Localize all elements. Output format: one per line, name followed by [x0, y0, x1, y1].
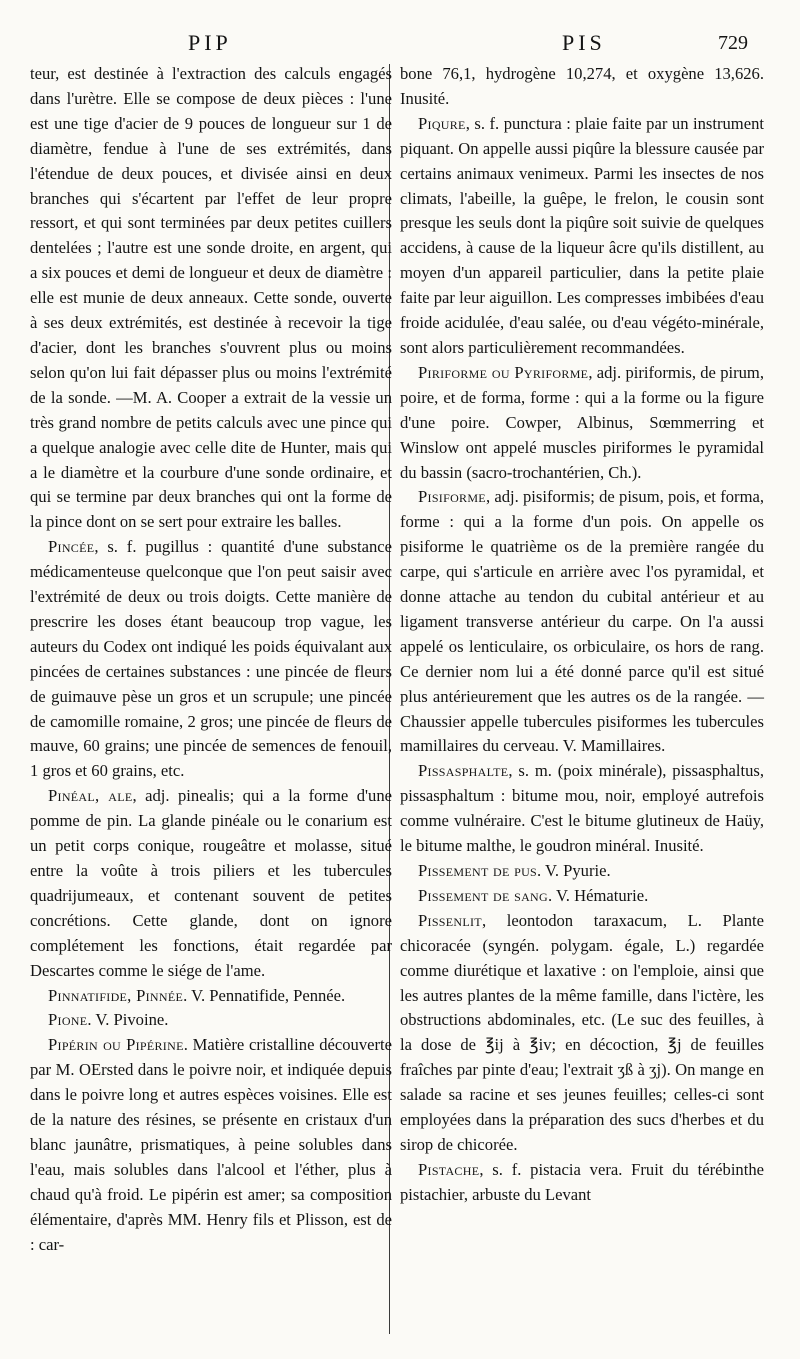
headword: Pinéal, ale	[48, 786, 133, 806]
entry-piriforme: Piriforme ou Pyriforme, adj. piriformis, de pirum, poire, et de forma, forme : qui a la forme ou la figure d'une poire. Cowper, Albinus, Sœmmerring et Winslow ont appelé muscles piriformes le pyramidal du bassin (sacro-trochantérien, Ch.).	[400, 362, 764, 482]
headword: Pione	[48, 1010, 88, 1030]
headword: Pisiforme	[418, 487, 486, 507]
page-number: 729	[718, 32, 748, 54]
right-column	[400, 62, 764, 1208]
entry-pione: Pione. V. Pivoine.	[48, 1010, 169, 1030]
entry-pisiforme: Pisiforme, adj. pisiformis; de pisum, pois, et forma, forme : qui a la forme d'un pois. On appelle os pisiforme le quatrième os de la première rangée du carpe, qui s'articule en arrière avec l'os pyramidal, et donne attache au tendon du cubital antérieur et au ligament transverse antérieur du carpe. On l'a aussi appelé os lenticulaire, os orbiculaire, os hors de rang. Ce dernier nom lui a été donné parce qu'il est situé plus antérieurement que les autres os de la rangée. —Chaussier appelle tubercules pisiformes les tubercules mamillaires du cerveau. V. Mamillaires.	[400, 487, 764, 756]
headword: Pissenlit	[418, 910, 482, 930]
headword: Pistache	[418, 1159, 480, 1179]
running-head-right: PIS	[562, 30, 606, 55]
headword: Pipérin ou Pipérine	[48, 1035, 184, 1055]
entry-pistache: Pistache, s. f. pistacia vera. Fruit du térébinthe pistachier, arbuste du Levant	[400, 1159, 764, 1204]
entry-continuation: teur, est destinée à l'extraction des calculs engagés dans l'urètre. Elle se compose de deux pièces : l'une est une tige d'acier de 9 pouces de longueur sur 1 de diamètre, fendue à l'une de ses extrémités, dans l'étendue de deux pouces, et divisée ainsi en deux branches qui s'écartent par l'effet de leur propre ressort, et qui sont terminées par deux petites cuillers dentelées ; l'autre est une sonde droite, en argent, qui a six pouces et demi de longueur et deux de diamètre : elle est munie de deux anneaux. Cette sonde, ouverte à ses deux extrémités, est destinée à recevoir la tige d'acier, dont les branches s'ouvrent plus ou moins selon qu'on lui fait dépasser plus ou moins l'extrémité de la sonde. —M. A. Cooper a extrait de la vessie un très grand nombre de petits calculs avec une pince qui a quelque analogie avec celle dite de Hunter, mais qui a le diamètre et la courbure d'une sonde ordinaire, et qui se termine par deux branches qui ont la forme de la pince dont on se sert pour extraire les balles.	[30, 64, 392, 532]
entry-pissenlit: Pissenlit, leontodon taraxacum, L. Plante chicoracée (syngén. polygam. égale, L.) regardée comme diurétique et laxative : on l'emploie, ainsi que les autres plantes de la même famille, dans l'ictère, les obstructions abdominales, etc. (Le suc des feuilles, à la dose de ℥ij à ℥iv; en décoction, ℥j de feuilles fraîches par pinte d'eau; l'extrait ʒß à ʒj). On mange en salade sa racine et ses jeunes feuilles; celles-ci sont employées dans la préparation des sucs d'herbes et du sirop de chicorée.	[400, 910, 764, 1154]
left-column	[30, 62, 392, 1258]
headword: Piqure	[418, 113, 466, 133]
headword: Pincée	[48, 537, 95, 557]
page-header	[0, 30, 800, 56]
headword: Pinnatifide, Pinnée	[48, 985, 184, 1005]
headword: Pissement de sang	[418, 885, 548, 905]
entry-piperin: Pipérin ou Pipérine. Matière cristalline découverte par M. OErsted dans le poivre noir, et indiquée depuis dans le poivre long et autres espèces voisines. Elle est de la nature des résines, se présente en cristaux d'un blanc jaunâtre, prismatiques, à peine solubles dans l'eau, mais solubles dans l'alcool et l'éther, plus à chaud qu'à froid. Le pipérin est amer; sa composition élémentaire, d'après MM. Henry fils et Plisson, est de : car-	[30, 1035, 393, 1254]
entry-pineal: Pinéal, ale, adj. pinealis; qui a la forme d'une pomme de pin. La glande pinéale ou le conarium est un petit corps conique, rougeâtre et molasse, situé entre la voûte à trois piliers et les tubercules quadrijumeaux, et contenant souvent de petites concrétions. Cette glande, dont on ignore complétement les fonctions, était regardée par Descartes comme le siége de l'ame.	[30, 786, 392, 980]
entry-pissement-pus: Pissement de pus. V. Pyurie.	[418, 861, 611, 880]
headword: Piriforme ou Pyriforme	[418, 362, 589, 382]
entry-pinnatifide: Pinnatifide, Pinnée. V. Pennatifide, Pennée.	[48, 985, 346, 1005]
entry-pissasphalte: Pissasphalte, s. m. (poix minérale), pissasphaltus, pissasphaltum : bitume mou, noir, employé autrefois comme vulnéraire. C'est le bitume glutineux de Haüy, le bitume malthe, le goudron minéral. Inusité.	[400, 761, 764, 856]
entry-piqure: Piqure, s. f. punctura : plaie faite par un instrument piquant. On appelle aussi piqûre la blessure causée par certains animaux venimeux. Parmi les insectes de nos climats, l'abeille, la guêpe, le frelon, le cousin sont presque les seuls dont la piqûre soit suivie de quelques accidens, à cause de la liqueur âcre qu'ils distillent, au moyen d'un appareil particulier, dans la petite plaie faite par leur aiguillon. Les compresses imbibées d'eau froide acidulée, d'eau salée, ou d'eau végéto-minérale, sont alors particulièrement recommandées.	[400, 113, 764, 357]
running-head-left: PIP	[188, 30, 232, 55]
entry-pincee: Pincée, s. f. pugillus : quantité d'une substance médicamenteuse quelconque que l'on peut saisir avec l'extrémité de deux ou trois doigts. Cette manière de prescrire les doses étant beaucoup trop vague, les auteurs du Codex ont indiqué les poids équivalant aux pincées de certaines substances : une pincée de fleurs de guimauve pèse un gros et un scrupule; une pincée de camomille romaine, 2 gros; une pincée de fleurs de mauve, 60 grains; une pincée de semences de fenouil, 1 gros et 60 grains, etc.	[30, 537, 392, 781]
entry-continuation: bone 76,1, hydrogène 10,274, et oxygène 13,626. Inusité.	[400, 64, 764, 108]
headword: Pissement de pus	[418, 861, 538, 880]
entry-pissement-sang: Pissement de sang. V. Hématurie.	[418, 885, 649, 905]
headword: Pissasphalte	[418, 761, 509, 781]
